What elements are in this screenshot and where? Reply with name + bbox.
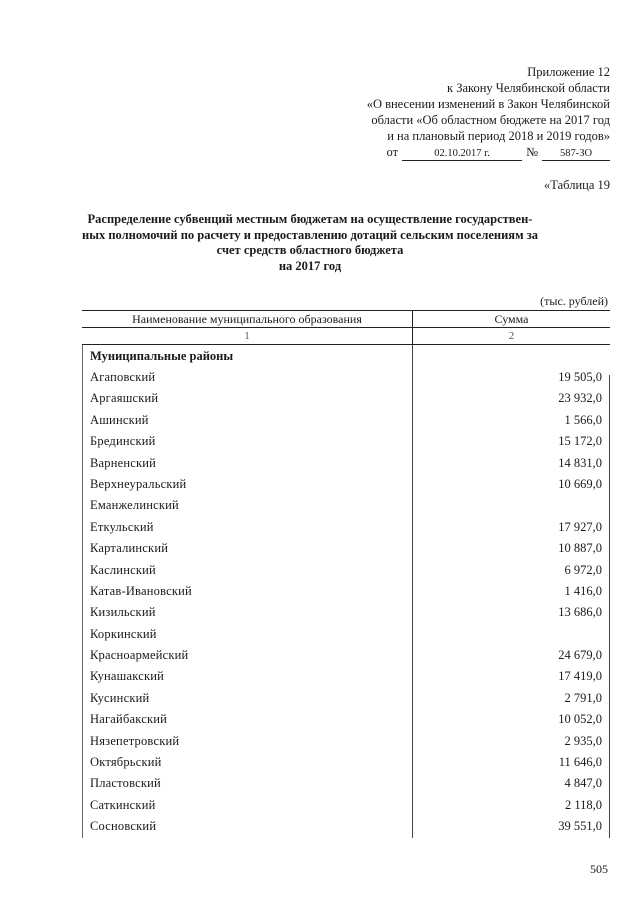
- municipality-name: Кунашакский: [90, 669, 165, 684]
- table-row: [82, 495, 610, 516]
- municipality-name: Сосновский: [90, 819, 157, 834]
- municipality-name: Коркинский: [90, 626, 157, 641]
- municipality-name: Нязепетровский: [90, 733, 180, 748]
- column-number-2: 2: [508, 330, 515, 342]
- table-row: [82, 431, 610, 452]
- header-name: Наименование муниципального образования: [82, 311, 413, 327]
- table-row: [82, 517, 610, 538]
- subsidy-amount: 17 927,0: [558, 519, 602, 534]
- municipality-name: Еманжелинский: [90, 498, 179, 513]
- appendix-line: «О внесении изменений в Закон Челябинской: [366, 97, 610, 111]
- appendix-line: к Закону Челябинской области: [447, 81, 610, 95]
- subsidy-amount: 1 416,0: [564, 583, 602, 598]
- law-date-number: [270, 144, 610, 161]
- municipality-name: Еткульский: [90, 519, 154, 534]
- table-row: [82, 538, 610, 559]
- column-number-1: 1: [82, 328, 413, 344]
- right-border: [609, 375, 610, 838]
- subsidy-amount: 17 419,0: [558, 669, 602, 684]
- header-sum: Сумма: [494, 312, 529, 326]
- column-divider: [412, 345, 413, 838]
- subsidy-amount: 2 118,0: [564, 797, 602, 812]
- municipality-name: Пластовский: [90, 776, 161, 791]
- table-rows: [82, 367, 610, 838]
- table-row: [82, 645, 610, 666]
- table-row: [82, 709, 610, 730]
- subsidy-amount: 19 505,0: [558, 370, 602, 384]
- subsidy-amount: 14 831,0: [558, 455, 602, 470]
- table-row: [82, 474, 610, 495]
- table-reference: «Таблица 19: [544, 178, 610, 192]
- municipality-name: Красноармейский: [90, 648, 189, 663]
- municipality-name: Саткинский: [90, 797, 156, 812]
- table-row: [82, 581, 610, 602]
- subsidy-amount: 10 669,0: [558, 476, 602, 491]
- municipality-name: Нагайбакский: [90, 712, 168, 727]
- municipality-name: Аргаяшский: [90, 391, 159, 406]
- units-label: (тыс. рублей): [540, 294, 608, 308]
- table-row: [82, 795, 610, 816]
- subsidy-amount: 13 686,0: [558, 605, 602, 620]
- title-line: Распределение субвенций местным бюджетам на осуществление государствен-: [87, 212, 533, 226]
- municipality-name: Ашинский: [90, 412, 149, 427]
- subsidy-amount: 10 052,0: [558, 712, 602, 727]
- municipality-name: Верхнеуральский: [90, 476, 187, 491]
- subsidy-amount: 1 566,0: [564, 412, 602, 427]
- appendix-line: и на плановый период 2018 и 2019 годов»: [387, 129, 610, 143]
- municipality-name: Варненский: [90, 455, 157, 470]
- municipality-name: Катав-Ивановский: [90, 583, 192, 598]
- appendix-block: [270, 64, 610, 161]
- section-title: Муниципальные районы: [90, 349, 234, 363]
- municipality-name: Кизильский: [90, 605, 156, 620]
- page-number: 505: [590, 862, 608, 876]
- municipality-name: Каслинский: [90, 562, 156, 577]
- municipality-name: Кусинский: [90, 690, 150, 705]
- subsidy-amount: 15 172,0: [558, 434, 602, 449]
- subsidy-amount: 2 791,0: [564, 690, 602, 705]
- law-date: 02.10.2017 г.: [402, 147, 522, 161]
- table-row: [82, 388, 610, 409]
- table-row: [82, 602, 610, 623]
- number-prefix: №: [526, 145, 538, 159]
- document-title: [80, 212, 540, 274]
- municipality-name: Октябрьский: [90, 755, 162, 770]
- table-row: [82, 367, 610, 388]
- table-row: [82, 560, 610, 581]
- date-prefix: от: [386, 145, 399, 159]
- subsidy-amount: 24 679,0: [558, 648, 602, 663]
- left-border: [82, 345, 83, 838]
- table-body: [82, 345, 610, 838]
- table-row: [82, 688, 610, 709]
- table-row: [82, 816, 610, 837]
- subsidy-amount: 23 932,0: [558, 391, 602, 406]
- subsidy-amount: 39 551,0: [558, 819, 602, 834]
- table-row: [82, 752, 610, 773]
- appendix-line: Приложение 12: [527, 65, 610, 79]
- municipality-name: Карталинский: [90, 541, 169, 556]
- title-line: счет средств областного бюджета: [216, 243, 404, 257]
- appendix-line: области «Об областном бюджете на 2017 год: [371, 113, 610, 127]
- subsidy-amount: 4 847,0: [564, 776, 602, 791]
- table-row: [82, 410, 610, 431]
- subsidy-amount: [420, 624, 610, 645]
- subsidy-amount: 11 646,0: [558, 755, 602, 770]
- table-row: [82, 666, 610, 687]
- table-row: [82, 624, 610, 645]
- column-numbers: [82, 328, 610, 345]
- table-row: [82, 731, 610, 752]
- subsidy-table: [82, 310, 610, 838]
- subsidy-amount: [420, 495, 610, 516]
- subsidy-amount: 6 972,0: [564, 562, 602, 577]
- table-row: [82, 773, 610, 794]
- title-line: ных полномочий по расчету и предоставлению дотаций сельским поселениям за: [82, 227, 538, 242]
- subsidy-amount: 2 935,0: [564, 733, 602, 748]
- municipality-name: Агаповский: [90, 370, 156, 384]
- table-header: [82, 310, 610, 328]
- table-row: [82, 453, 610, 474]
- municipality-name: Брединский: [90, 434, 156, 449]
- title-line: на 2017 год: [278, 258, 342, 273]
- law-number: 587-ЗО: [542, 147, 610, 161]
- subsidy-amount: 10 887,0: [558, 541, 602, 556]
